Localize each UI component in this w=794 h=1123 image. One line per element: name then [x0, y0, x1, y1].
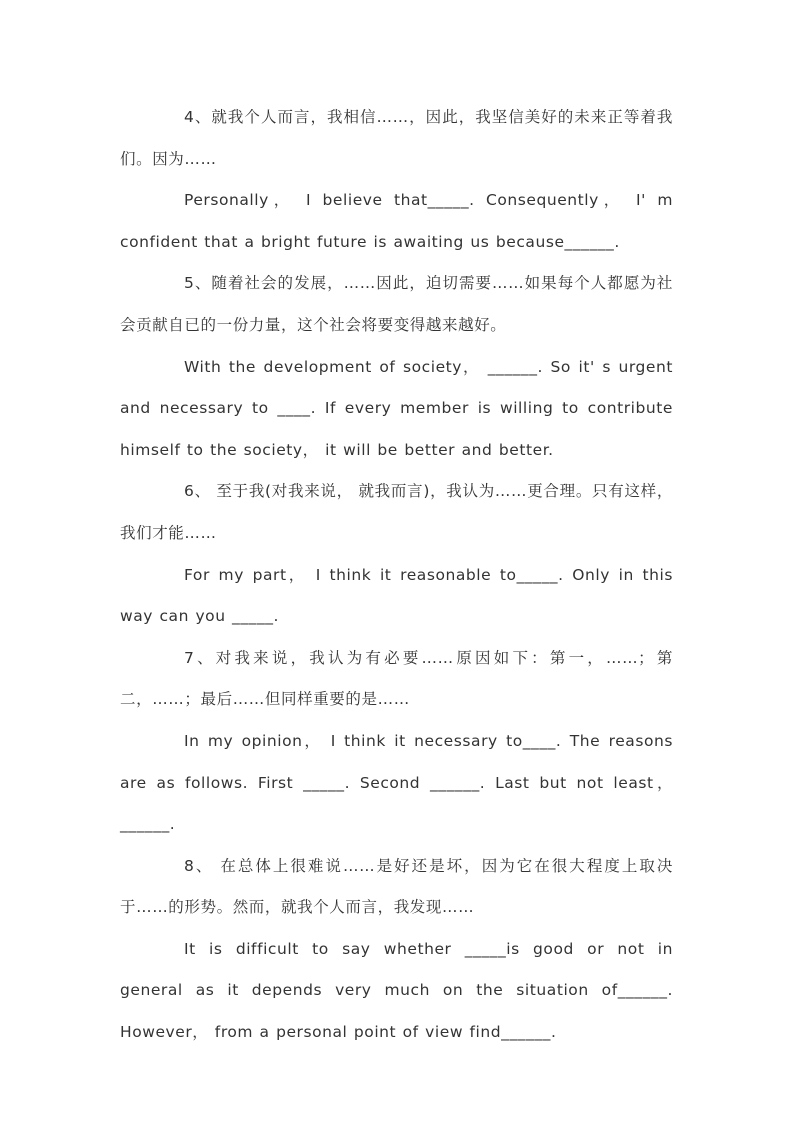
paragraph-4-english: Personally， I believe that_____. Consequently， I' m confident that a bright future is awaiting us because______.	[120, 191, 673, 251]
document-body	[120, 97, 673, 1054]
paragraph-5-chinese: 5、随着社会的发展，……因此，迫切需要……如果每个人都愿为社会贡献自已的一份力量，这个社会将要变得越来越好。	[120, 274, 673, 334]
paragraph-7-english: In my opinion， I think it necessary to____. The reasons are as follows. First _____. Second ______. Last but not least，______.	[120, 731, 673, 834]
paragraph-8-chinese: 8、 在总体上很难说……是好还是坏，因为它在很大程度上取决于……的形势。然而，就我个人而言，我发现……	[120, 856, 673, 917]
paragraph-8-english: It is difficult to say whether _____is good or not in general as it depends very much on the situation of______. However， from a personal point of view find______.	[120, 939, 673, 1042]
paragraph-5-english: With the development of society， ______. So it' s urgent and necessary to ____. If every member is willing to contribute himself to the society， it will be better and better.	[120, 357, 673, 459]
paragraph-4-chinese: 4、就我个人而言，我相信……，因此，我坚信美好的未来正等着我们。因为……	[120, 108, 673, 168]
paragraph-7-chinese: 7、对我来说，我认为有必要……原因如下：第一，……；第二，……；最后……但同样重要的是……	[120, 648, 673, 709]
paragraph-6-chinese: 6、 至于我(对我来说， 就我而言)，我认为……更合理。只有这样，我们才能……	[120, 482, 673, 542]
paragraph-6-english: For my part， I think it reasonable to_____. Only in this way can you _____.	[120, 565, 673, 626]
